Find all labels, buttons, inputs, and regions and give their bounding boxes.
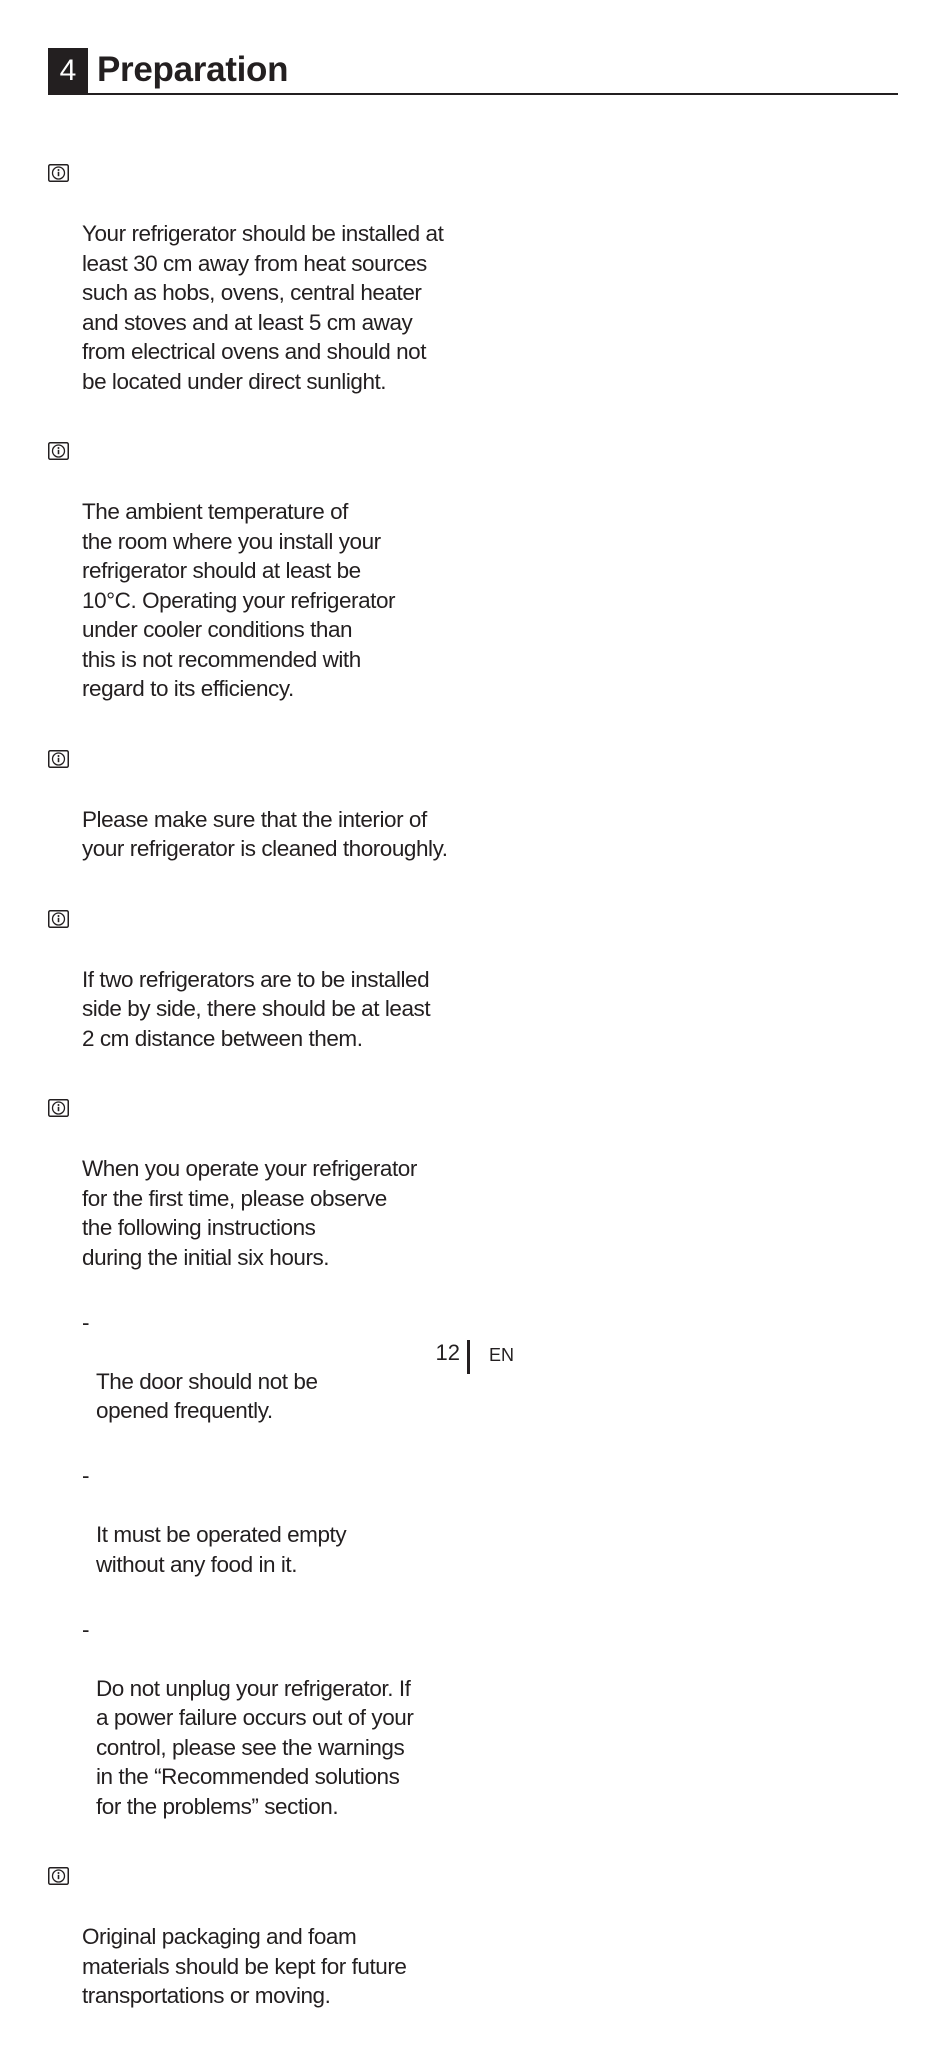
note-item	[48, 1863, 478, 2040]
subitem-dash: -	[82, 1616, 90, 1642]
note-text: Original packaging and foam materials should be kept for future transportations or moving.	[82, 1924, 407, 2008]
info-icon	[48, 910, 69, 928]
info-icon	[48, 1099, 69, 1117]
subitem-text: It must be operated empty without any food in it.	[96, 1522, 347, 1577]
section-number: 4	[48, 48, 88, 93]
instruction-subitem	[82, 1615, 478, 1822]
subitem-text: Do not unplug your refrigerator. If a power failure occurs out of your control, please see the warnings in the “Recommended solutions for the problems” section.	[96, 1675, 414, 1819]
section-title: Preparation	[97, 50, 289, 89]
instruction-subitem	[82, 1461, 478, 1579]
note-item	[48, 160, 478, 426]
info-icon	[48, 1867, 69, 1885]
info-icon	[48, 442, 69, 460]
preparation-notes	[48, 160, 478, 2053]
subitem-text: The door should not be opened frequently.	[96, 1368, 318, 1423]
note-item	[48, 906, 478, 1083]
note-item	[48, 746, 478, 894]
note-item	[48, 438, 478, 733]
info-icon	[48, 750, 69, 768]
page-number: 12	[435, 1340, 460, 1365]
note-text: Your refrigerator should be installed at least 30 cm away from heat sources such as hobs, ovens, central heater and stoves and at least 5 cm away from electrical ovens and should not be located under direct sunlight.	[82, 221, 444, 394]
note-text: If two refrigerators are to be installed side by side, there should be at least 2 cm distance between them.	[82, 966, 431, 1051]
footer-divider	[467, 1340, 470, 1374]
note-text: When you operate your refrigerator for the first time, please observe the following instructions during the initial six hours.	[82, 1156, 417, 1270]
note-text: The ambient temperature of the room where you install your refrigerator should at least be 10°C. Operating your refrigerator under cooler conditions than this is not recommended with regard to its efficiency.	[82, 499, 396, 701]
language-code: EN	[489, 1345, 515, 1365]
info-icon	[48, 164, 69, 182]
page-footer	[0, 1338, 950, 1374]
section-header	[48, 48, 898, 95]
note-text: Please make sure that the interior of your refrigerator is cleaned thoroughly.	[82, 806, 448, 861]
subitem-dash: -	[82, 1463, 90, 1488]
subitem-dash: -	[82, 1309, 90, 1335]
note-item	[48, 1095, 478, 1851]
